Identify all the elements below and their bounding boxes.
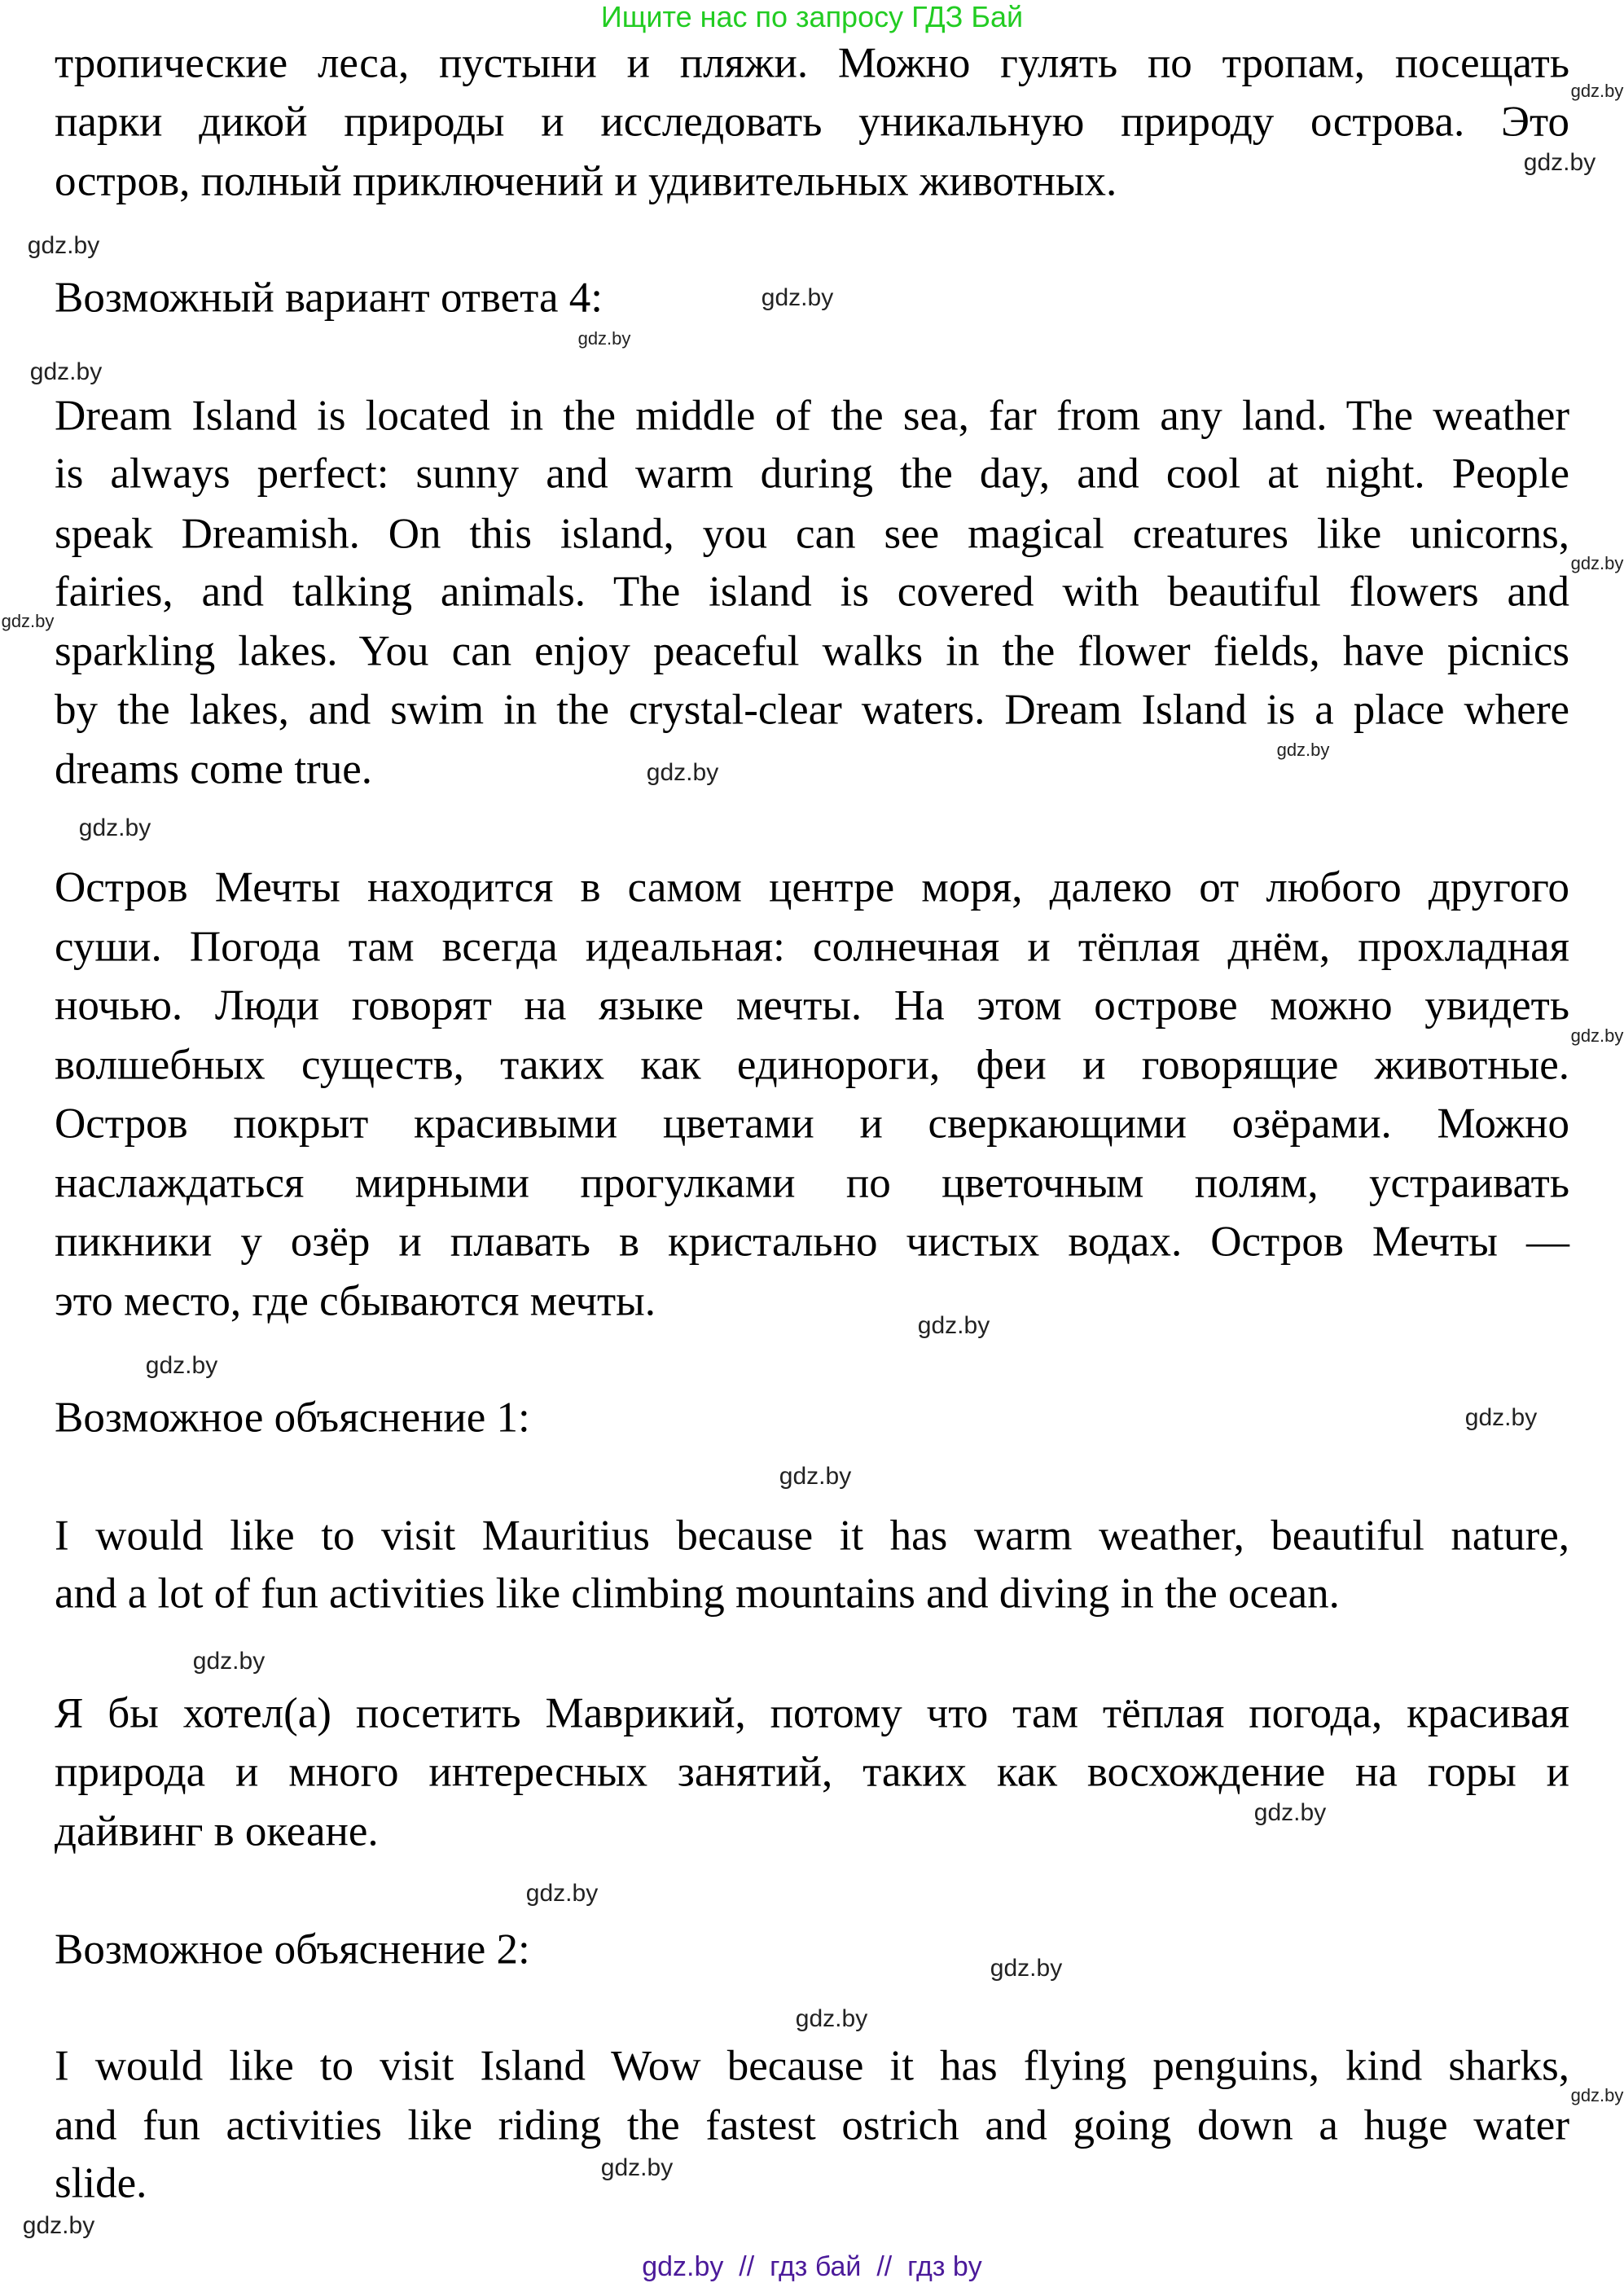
watermark: gdz.by xyxy=(795,2005,868,2032)
watermark: gdz.by xyxy=(1570,2085,1624,2105)
text-line: наслаждаться мирными прогулками по цветочным полям, устраивать xyxy=(55,1159,1569,1207)
text-line: sparkling lakes. You can enjoy peaceful walks in the flower fields, have picnics xyxy=(55,627,1569,675)
text-line: I would like to visit Island Wow because it has flying penguins, kind sharks, xyxy=(55,2042,1569,2090)
watermark: gdz.by xyxy=(577,328,631,349)
watermark: gdz.by xyxy=(1570,81,1624,101)
watermark: gdz.by xyxy=(917,1312,990,1339)
watermark: gdz.by xyxy=(1,611,55,631)
text-line: дайвинг в океане. xyxy=(55,1807,379,1855)
text-line: is always perfect: sunny and warm during the day, and cool at night. People xyxy=(55,450,1569,498)
text-line: by the lakes, and swim in the crystal-clear waters. Dream Island is a place where xyxy=(55,686,1569,734)
watermark: gdz.by xyxy=(761,284,834,311)
watermark: gdz.by xyxy=(29,358,103,385)
watermark: gdz.by xyxy=(1570,553,1624,573)
text-line: волшебных существ, таких как единороги, феи и говорящие животные. xyxy=(55,1041,1569,1089)
text-line: это место, где сбываются мечты. xyxy=(55,1277,656,1325)
text-line: and a lot of fun activities like climbing mountains and diving in the ocean. xyxy=(55,1570,1340,1618)
text-line: slide. xyxy=(55,2159,147,2207)
watermark: gdz.by xyxy=(600,2154,674,2181)
section-heading: Возможное объяснение 1: xyxy=(55,1394,530,1442)
watermark: gdz.by xyxy=(1464,1404,1538,1431)
section-heading: Возможный вариант ответа 4: xyxy=(55,274,603,322)
text-line: суши. Погода там всегда идеальная: солнечная и тёплая днём, прохладная xyxy=(55,923,1569,971)
text-line: Я бы хотел(а) посетить Маврикий, потому что там тёплая погода, красивая xyxy=(55,1689,1569,1737)
footer-links: gdz.by // гдз бай // гдз by xyxy=(642,2251,982,2282)
text-line: I would like to visit Mauritius because it has warm weather, beautiful nature, xyxy=(55,1512,1569,1560)
watermark: gdz.by xyxy=(192,1648,266,1675)
watermark: gdz.by xyxy=(78,814,151,841)
watermark: gdz.by xyxy=(779,1463,852,1490)
text-line: природа и много интересных занятий, таких как восхождение на горы и xyxy=(55,1748,1569,1796)
text-line: fairies, and talking animals. The island is covered with beautiful flowers and xyxy=(55,568,1569,616)
text-line: тропические леса, пустыни и пляжи. Можно гулять по тропам, посещать xyxy=(55,39,1569,87)
search-banner: Ищите нас по запросу ГДЗ Бай xyxy=(600,0,1024,33)
watermark: gdz.by xyxy=(1276,740,1330,760)
watermark: gdz.by xyxy=(525,1880,599,1907)
watermark: gdz.by xyxy=(145,1352,218,1379)
watermark: gdz.by xyxy=(1523,149,1596,176)
text-line: парки дикой природы и исследовать уникальную природу острова. Это xyxy=(55,98,1569,146)
watermark: gdz.by xyxy=(22,2212,95,2239)
watermark: gdz.by xyxy=(1570,1025,1624,1046)
watermark: gdz.by xyxy=(990,1955,1063,1982)
text-line: speak Dreamish. On this island, you can see magical creatures like unicorns, xyxy=(55,510,1569,558)
text-line: пикники у озёр и плавать в кристально чистых водах. Остров Мечты — xyxy=(55,1218,1569,1266)
text-line: ночью. Люди говорят на языке мечты. На этом острове можно увидеть xyxy=(55,981,1569,1030)
text-line: Остров Мечты находится в самом центре моря, далеко от любого другого xyxy=(55,863,1569,911)
text-line: and fun activities like riding the fastest ostrich and going down a huge water xyxy=(55,2101,1569,2149)
text-line: Остров покрыт красивыми цветами и сверкающими озёрами. Можно xyxy=(55,1100,1569,1148)
watermark: gdz.by xyxy=(27,232,100,259)
watermark: gdz.by xyxy=(646,759,719,786)
text-line: остров, полный приключений и удивительных животных. xyxy=(55,157,1117,205)
section-heading: Возможное объяснение 2: xyxy=(55,1925,530,1973)
watermark: gdz.by xyxy=(1253,1799,1327,1826)
text-line: dreams come true. xyxy=(55,745,372,793)
text-line: Dream Island is located in the middle of the sea, far from any land. The weather xyxy=(55,392,1569,440)
